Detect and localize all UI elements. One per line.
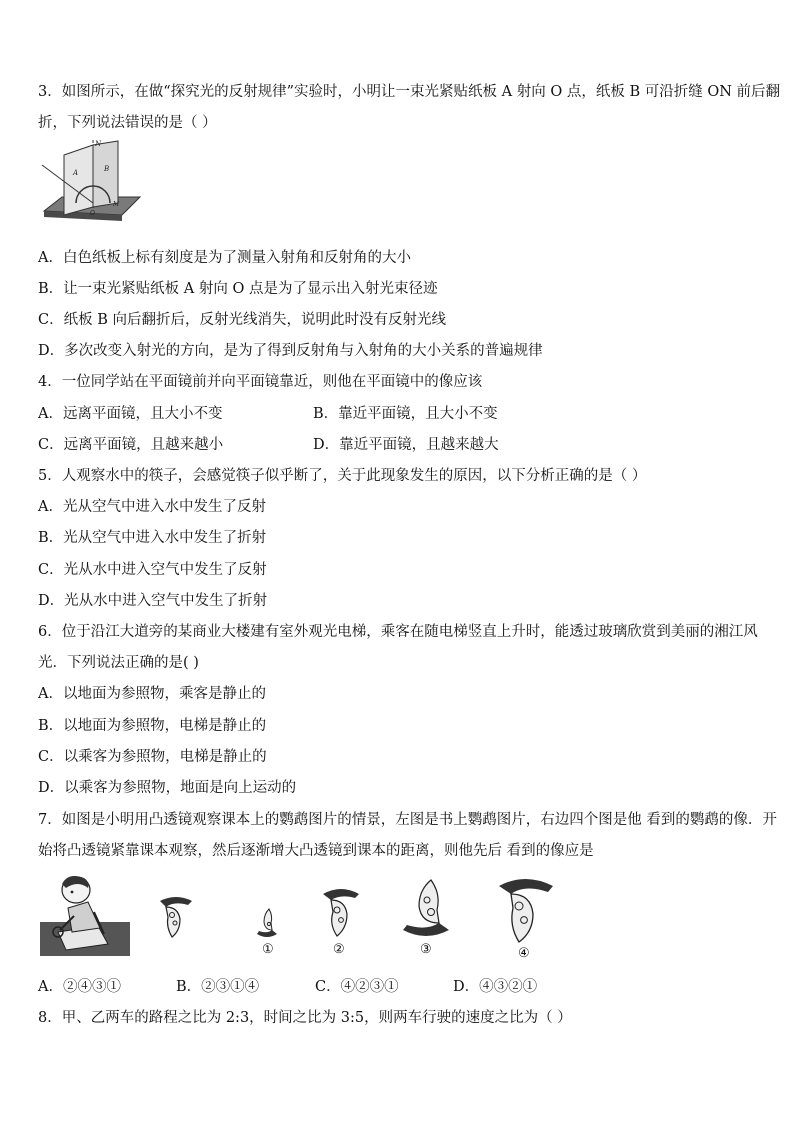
q4-option-a: A．远离平面镜，且大小不变 [38, 406, 223, 422]
q4-option-d: D．靠近平面镜，且越来越大 [313, 437, 499, 453]
q7-stem-line2: 始将凸透镜紧靠课本观察，然后逐渐增大凸透镜到课本的距离，则他先后 看到的像应是 [38, 843, 594, 859]
reflection-experiment-figure [38, 137, 142, 229]
parrot-image-4 [493, 872, 557, 944]
q7-option-d: D．④③②① [453, 979, 538, 995]
q6-option-a: A．以地面为参照物，乘客是静止的 [38, 686, 266, 702]
q6-stem-line1: 6．位于沿江大道旁的某商业大楼建有室外观光电梯，乘客在随电梯竖直上升时，能透过玻璃欣赏到美丽的湘江风 [38, 624, 758, 640]
figure-label-b: B [104, 165, 110, 173]
q3-stem-line2: 折，下列说法错误的是（ ） [38, 115, 217, 131]
q3-stem-line1: 3．如图所示，在做“探究光的反射规律”实验时，小明让一束光紧贴纸板 A 射向 O 点，纸板 B 可沿折缝 ON 前后翻 [38, 84, 781, 100]
q6-option-c: C．以乘客为参照物，电梯是静止的 [38, 749, 267, 765]
q3-option-b: B．让一束光紧贴纸板 A 射向 O 点是为了显示出入射光束径迹 [38, 281, 438, 297]
figure-label-o: O [90, 210, 95, 217]
q8-stem: 8．甲、乙两车的路程之比为 2:3，时间之比为 3:5，则两车行驶的速度之比为（ ） [38, 1010, 572, 1026]
q4-option-b: B．靠近平面镜，且大小不变 [313, 406, 498, 422]
q7-stem-line1: 7．如图是小明用凸透镜观察课本上的鹦鹉图片的情景，左图是书上鹦鹉图片，右边四个图是他 看到的鹦鹉的像．开 [38, 812, 777, 828]
q5-stem: 5．人观察水中的筷子，会感觉筷子似乎断了，关于此现象发生的原因，以下分析正确的是（ ） [38, 468, 647, 484]
q7-option-c: C．④②③① [315, 979, 399, 995]
image-label-1: ① [262, 942, 274, 957]
q7-option-b: B．②③①④ [176, 979, 260, 995]
q6-stem-line2: 光．下列说法正确的是( ) [38, 655, 199, 671]
q3-option-d: D．多次改变入射光的方向，是为了得到反射角与入射角的大小关系的普遍规律 [38, 343, 543, 359]
student-with-lens-illustration [38, 872, 132, 958]
parrot-image-1 [253, 906, 281, 940]
q5-option-d: D．光从水中进入空气中发生了折射 [38, 593, 268, 609]
q5-option-a: A．光从空气中进入水中发生了反射 [38, 499, 266, 515]
image-label-2: ② [333, 942, 345, 957]
parrot-image-3 [395, 878, 457, 942]
figure-label-n: N [95, 140, 102, 148]
q4-stem: 4．一位同学站在平面镜前并向平面镜靠近，则他在平面镜中的像应该 [38, 374, 483, 390]
q6-option-b: B．以地面为参照物，电梯是静止的 [38, 718, 267, 734]
q5-option-c: C．光从水中进入空气中发生了反射 [38, 562, 267, 578]
figure-label-m: M [113, 201, 120, 208]
figure-label-a: A [73, 169, 79, 177]
q4-option-c: C．远离平面镜，且越来越小 [38, 437, 224, 453]
q6-option-d: D．以乘客为参照物，地面是向上运动的 [38, 780, 297, 796]
q3-option-c: C．纸板 B 向后翻折后，反射光线消失，说明此时没有反射光线 [38, 312, 446, 328]
q5-option-b: B．光从空气中进入水中发生了折射 [38, 530, 267, 546]
parrot-image-2 [317, 884, 363, 938]
q7-option-a: A．②④③① [38, 979, 121, 995]
image-label-3: ③ [420, 942, 432, 957]
parrot-original-picture [152, 893, 198, 939]
q3-option-a: A．白色纸板上标有刻度是为了测量入射角和反射角的大小 [38, 250, 411, 266]
image-label-4: ④ [518, 946, 530, 961]
